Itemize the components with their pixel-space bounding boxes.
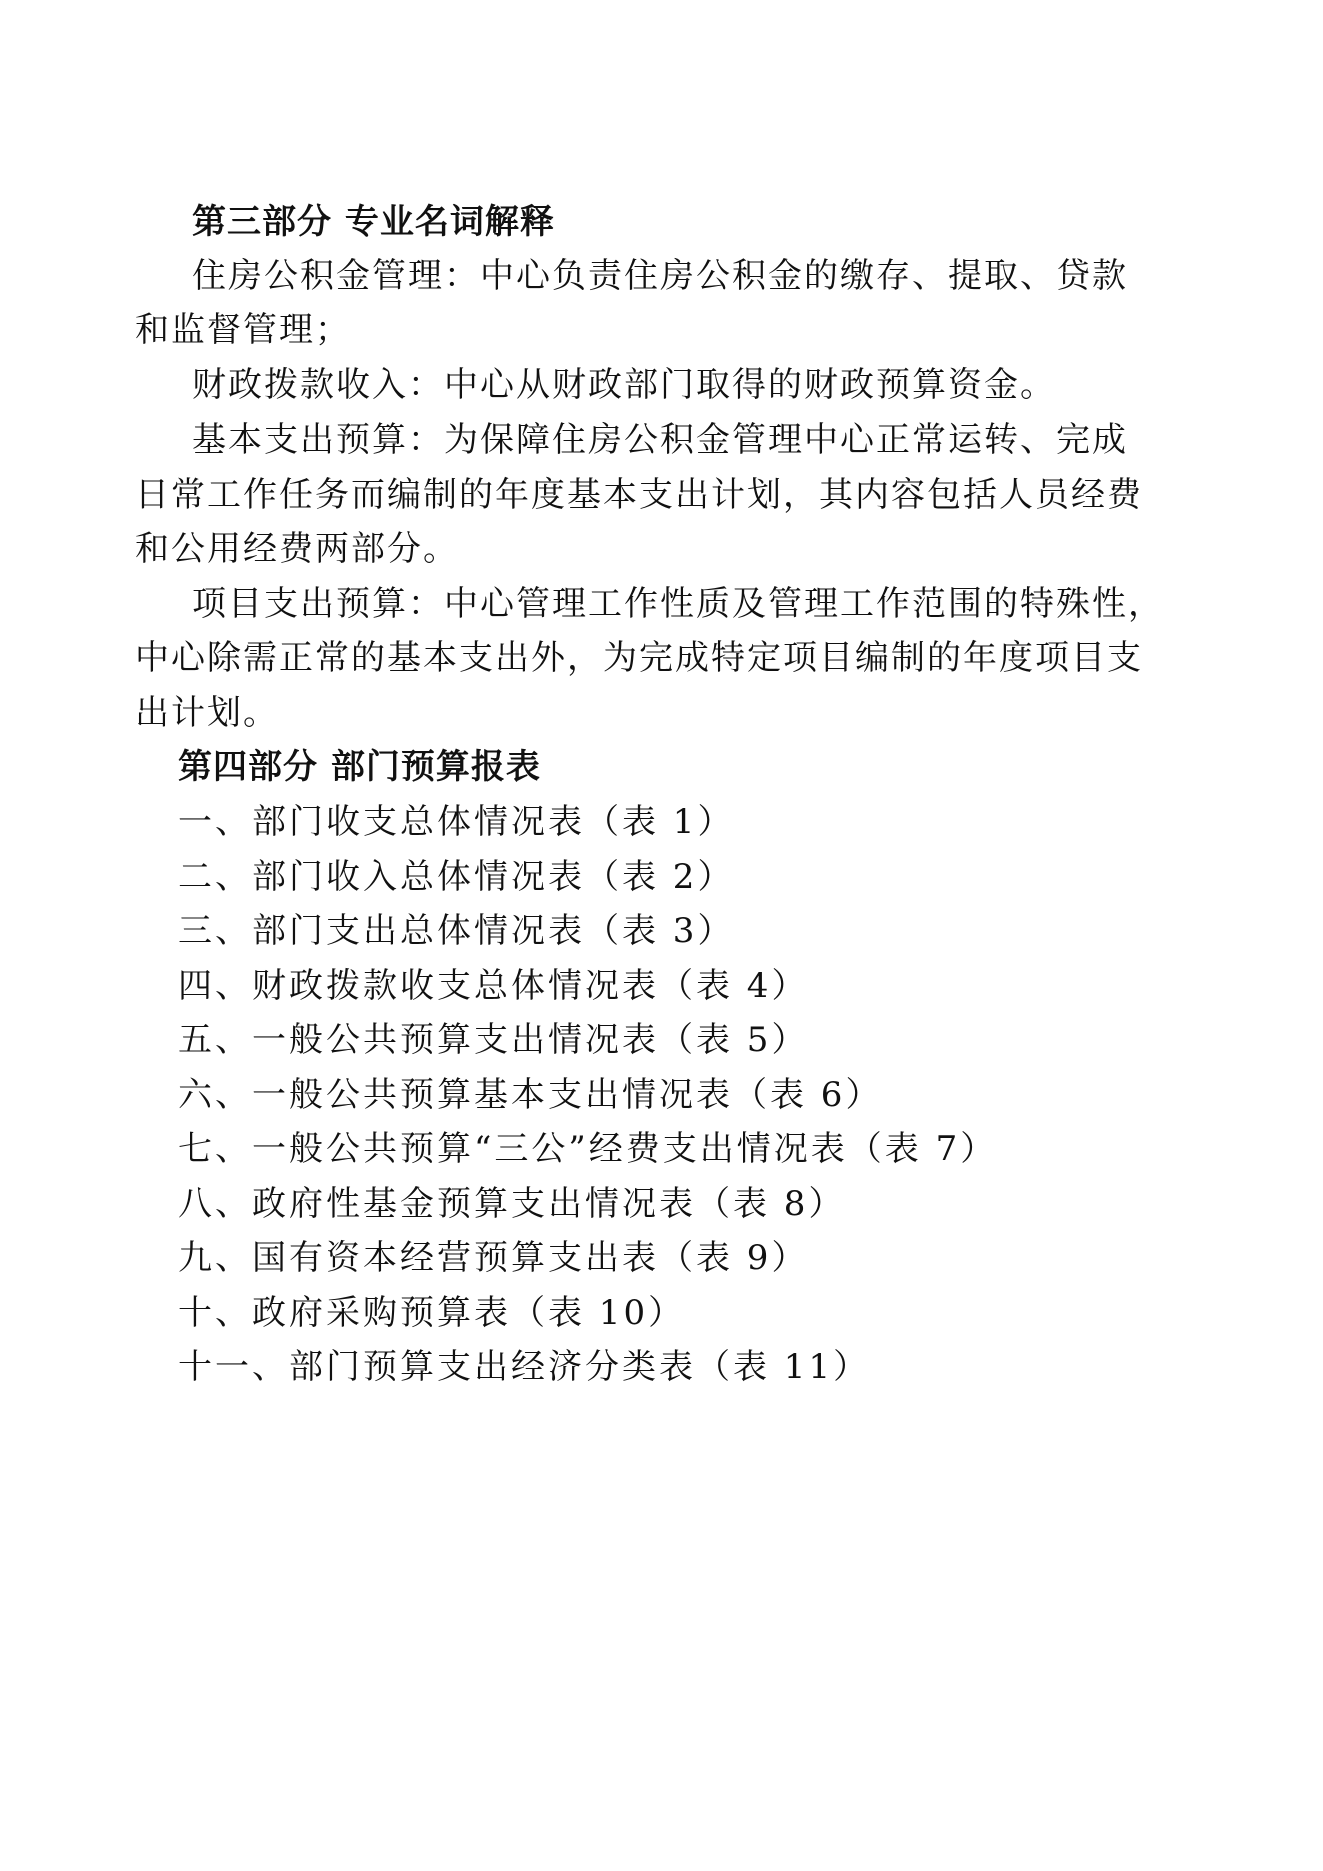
report-list-item: 二、部门收入总体情况表（表 2） [178, 857, 735, 897]
paragraph-project-expenditure-line-1: 项目支出预算：中心管理工作性质及管理工作范围的特殊性， [192, 584, 1164, 624]
report-list-item: 七、一般公共预算“三公”经费支出情况表（表 7） [178, 1129, 998, 1169]
report-list-item: 三、部门支出总体情况表（表 3） [178, 911, 735, 951]
report-list-item: 一、部门收支总体情况表（表 1） [178, 802, 735, 842]
report-list-item: 五、一般公共预算支出情况表（表 5） [178, 1020, 809, 1060]
report-list-item: 八、政府性基金预算支出情况表（表 8） [178, 1184, 846, 1224]
paragraph-fiscal-income-line-1: 财政拨款收入：中心从财政部门取得的财政预算资金。 [192, 365, 1056, 405]
paragraph-housing-fund-line-1: 住房公积金管理：中心负责住房公积金的缴存、提取、贷款 [192, 256, 1128, 296]
report-list-item: 九、国有资本经营预算支出表（表 9） [178, 1238, 809, 1278]
paragraph-basic-expenditure-line-3: 和公用经费两部分。 [135, 529, 459, 569]
report-list-item: 六、一般公共预算基本支出情况表（表 6） [178, 1075, 883, 1115]
section-4-title: 第四部分 部门预算报表 [178, 747, 541, 787]
report-list-item: 十、政府采购预算表（表 10） [178, 1293, 686, 1333]
report-list-item: 十一、部门预算支出经济分类表（表 11） [178, 1347, 871, 1387]
section-3-title: 第三部分 专业名词解释 [192, 202, 555, 242]
paragraph-basic-expenditure-line-1: 基本支出预算：为保障住房公积金管理中心正常运转、完成 [192, 420, 1128, 460]
report-list-item: 四、财政拨款收支总体情况表（表 4） [178, 966, 809, 1006]
paragraph-project-expenditure-line-2: 中心除需正常的基本支出外，为完成特定项目编制的年度项目支 [135, 638, 1143, 678]
paragraph-project-expenditure-line-3: 出计划。 [135, 693, 279, 733]
paragraph-basic-expenditure-line-2: 日常工作任务而编制的年度基本支出计划，其内容包括人员经费 [135, 475, 1143, 515]
paragraph-housing-fund-line-2: 和监督管理； [135, 310, 351, 350]
